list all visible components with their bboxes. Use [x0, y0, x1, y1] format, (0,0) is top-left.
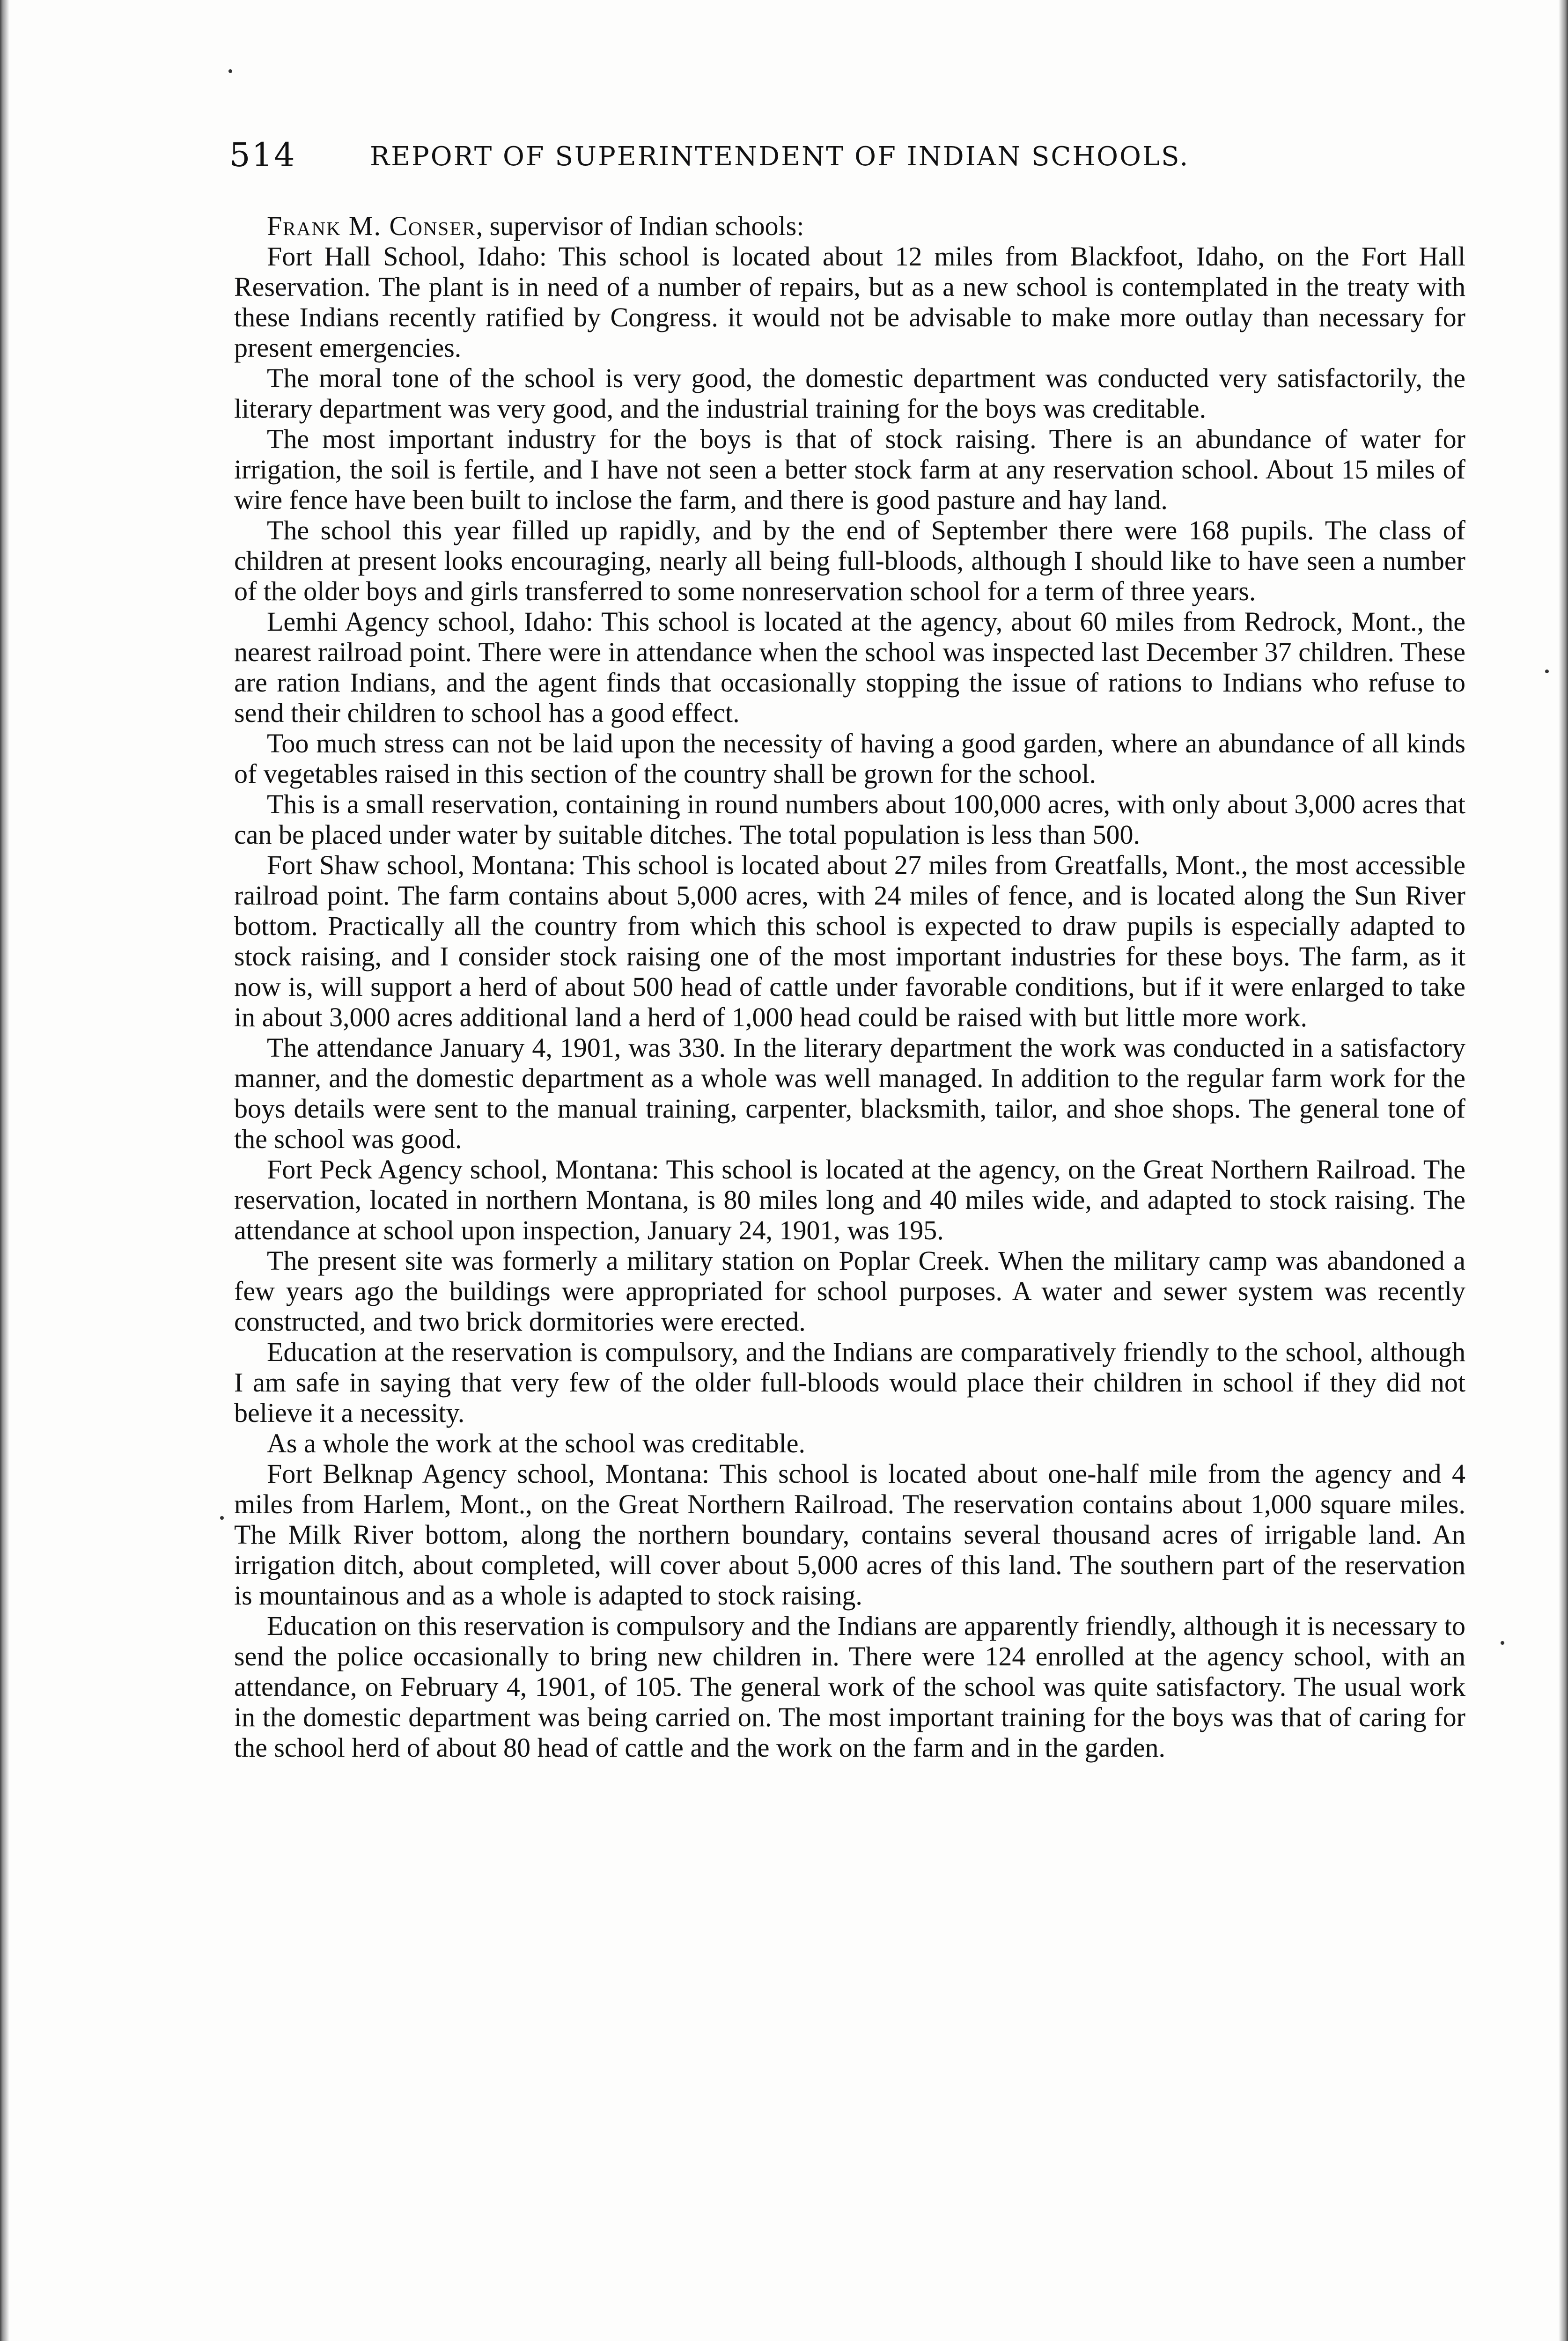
right-scan-edge	[1559, 0, 1568, 2341]
opening-line	[234, 211, 1465, 241]
paragraph-fort-shaw: Fort Shaw school, Montana: This school is located about 27 miles from Greatfalls, Mont., the most accessible railroad point. The farm contains about 5,000 acres, with 24 miles of fence, and is located along the Sun River bottom. Practically all the country from which this school is expected to draw pupils is especially adapted to stock raising, and I consider stock raising one of the most important industries for these boys. The farm, as it now is, will support a herd of about 500 head of cattle under favorable conditions, but if it were enlarged to take in about 3,000 acres additional land a herd of 1,000 head could be raised with but little more work.	[234, 850, 1465, 1032]
scan-speck	[220, 1516, 224, 1520]
running-head: REPORT OF SUPERINTENDENT OF INDIAN SCHOOLS.	[370, 141, 1190, 172]
report-body	[234, 211, 1465, 1763]
opening-rest: , supervisor of Indian schools:	[476, 211, 804, 241]
paragraph-present-site: The present site was formerly a military station on Poplar Creek. When the military camp was abandoned a few years ago the buildings were appropriated for school purposes. A water and sewer system was recently constructed, and two brick dormitories were erected.	[234, 1245, 1465, 1337]
paragraph-education-compulsory: Education at the reservation is compulsory, and the Indians are comparatively friendly to the school, although I am safe in saying that very few of the older full-bloods would place their children in school if they did not believe it a necessity.	[234, 1337, 1465, 1428]
paragraph-fort-belknap: Fort Belknap Agency school, Montana: This school is located about one-half mile from the agency and 4 miles from Harlem, Mont., on the Great Northern Railroad. The reservation contains about 1,000 square miles. The Milk River bottom, along the northern boundary, contains several thousand acres of irrigable land. An irrigation ditch, about completed, will cover about 5,000 acres of this land. The southern part of the reservation is mountainous and as a whole is adapted to stock raising.	[234, 1458, 1465, 1611]
page-number: 514	[229, 136, 296, 174]
paragraph-enrollment: The school this year filled up rapidly, and by the end of September there were 168 pupils. The class of children at present looks encouraging, nearly all being full-bloods, although I should like to have seen a number of the older boys and girls transferred to some nonreservation school for a term of three years.	[234, 515, 1465, 606]
scan-speck	[1501, 1641, 1504, 1645]
scan-speck	[1545, 670, 1549, 673]
paragraph-moral-tone: The moral tone of the school is very good, the domestic department was conducted very satisfactorily, the literary department was very good, and the industrial training for the boys was creditable.	[234, 363, 1465, 424]
paragraph-fort-hall: Fort Hall School, Idaho: This school is located about 12 miles from Blackfoot, Idaho, on the Fort Hall Reservation. The plant is in need of a number of repairs, but as a new school is contemplated in the treaty with these Indians recently ratified by Congress. it would not be advisable to make more outlay than necessary for present emergencies.	[234, 241, 1465, 363]
paragraph-fort-peck: Fort Peck Agency school, Montana: This school is located at the agency, on the Great Northern Railroad. The reservation, located in northern Montana, is 80 miles long and 40 miles wide, and adapted to stock raising. The attendance at school upon inspection, January 24, 1901, was 195.	[234, 1154, 1465, 1245]
paragraph-creditable: As a whole the work at the school was creditable.	[267, 1428, 805, 1458]
supervisor-name: Frank M. Conser	[267, 211, 476, 241]
page-header	[229, 136, 1330, 178]
paragraph-education-belknap: Education on this reservation is compulsory and the Indians are apparently friendly, although it is necessary to send the police occasionally to bring new children in. There were 124 enrolled at the agency school, with an attendance, on February 4, 1901, of 105. The general work of the school was quite satisfactory. The usual work in the domestic department was being carried on. The most important training for the boys was that of caring for the school herd of about 80 head of cattle and the work on the farm and in the garden.	[234, 1611, 1465, 1763]
left-scan-edge	[0, 0, 9, 2341]
paragraph-garden: Too much stress can not be laid upon the necessity of having a good garden, where an abundance of all kinds of vegetables raised in this section of the country shall be grown for the school.	[234, 728, 1465, 789]
paragraph-lemhi: Lemhi Agency school, Idaho: This school is located at the agency, about 60 miles from Redrock, Mont., the nearest railroad point. There were in attendance when the school was inspected last December 37 children. These are ration Indians, and the agent finds that occasionally stopping the issue of rations to Indians who refuse to send their children to school has a good effect.	[234, 606, 1465, 728]
paragraph-stock-raising: The most important industry for the boys is that of stock raising. There is an abundance of water for irrigation, the soil is fertile, and I have not seen a better stock farm at any reservation school. About 15 miles of wire fence have been built to inclose the farm, and there is good pasture and hay land.	[234, 424, 1465, 515]
paragraph-small-reservation: This is a small reservation, containing in round numbers about 100,000 acres, with only about 3,000 acres that can be placed under water by suitable ditches. The total population is less than 500.	[234, 789, 1465, 850]
paragraph-attendance: The attendance January 4, 1901, was 330. In the literary department the work was conducted in a satisfactory manner, and the domestic department as a whole was well managed. In addition to the regular farm work for the boys details were sent to the manual training, carpenter, blacksmith, tailor, and shoe shops. The general tone of the school was good.	[234, 1032, 1465, 1154]
scan-speck	[228, 69, 232, 73]
